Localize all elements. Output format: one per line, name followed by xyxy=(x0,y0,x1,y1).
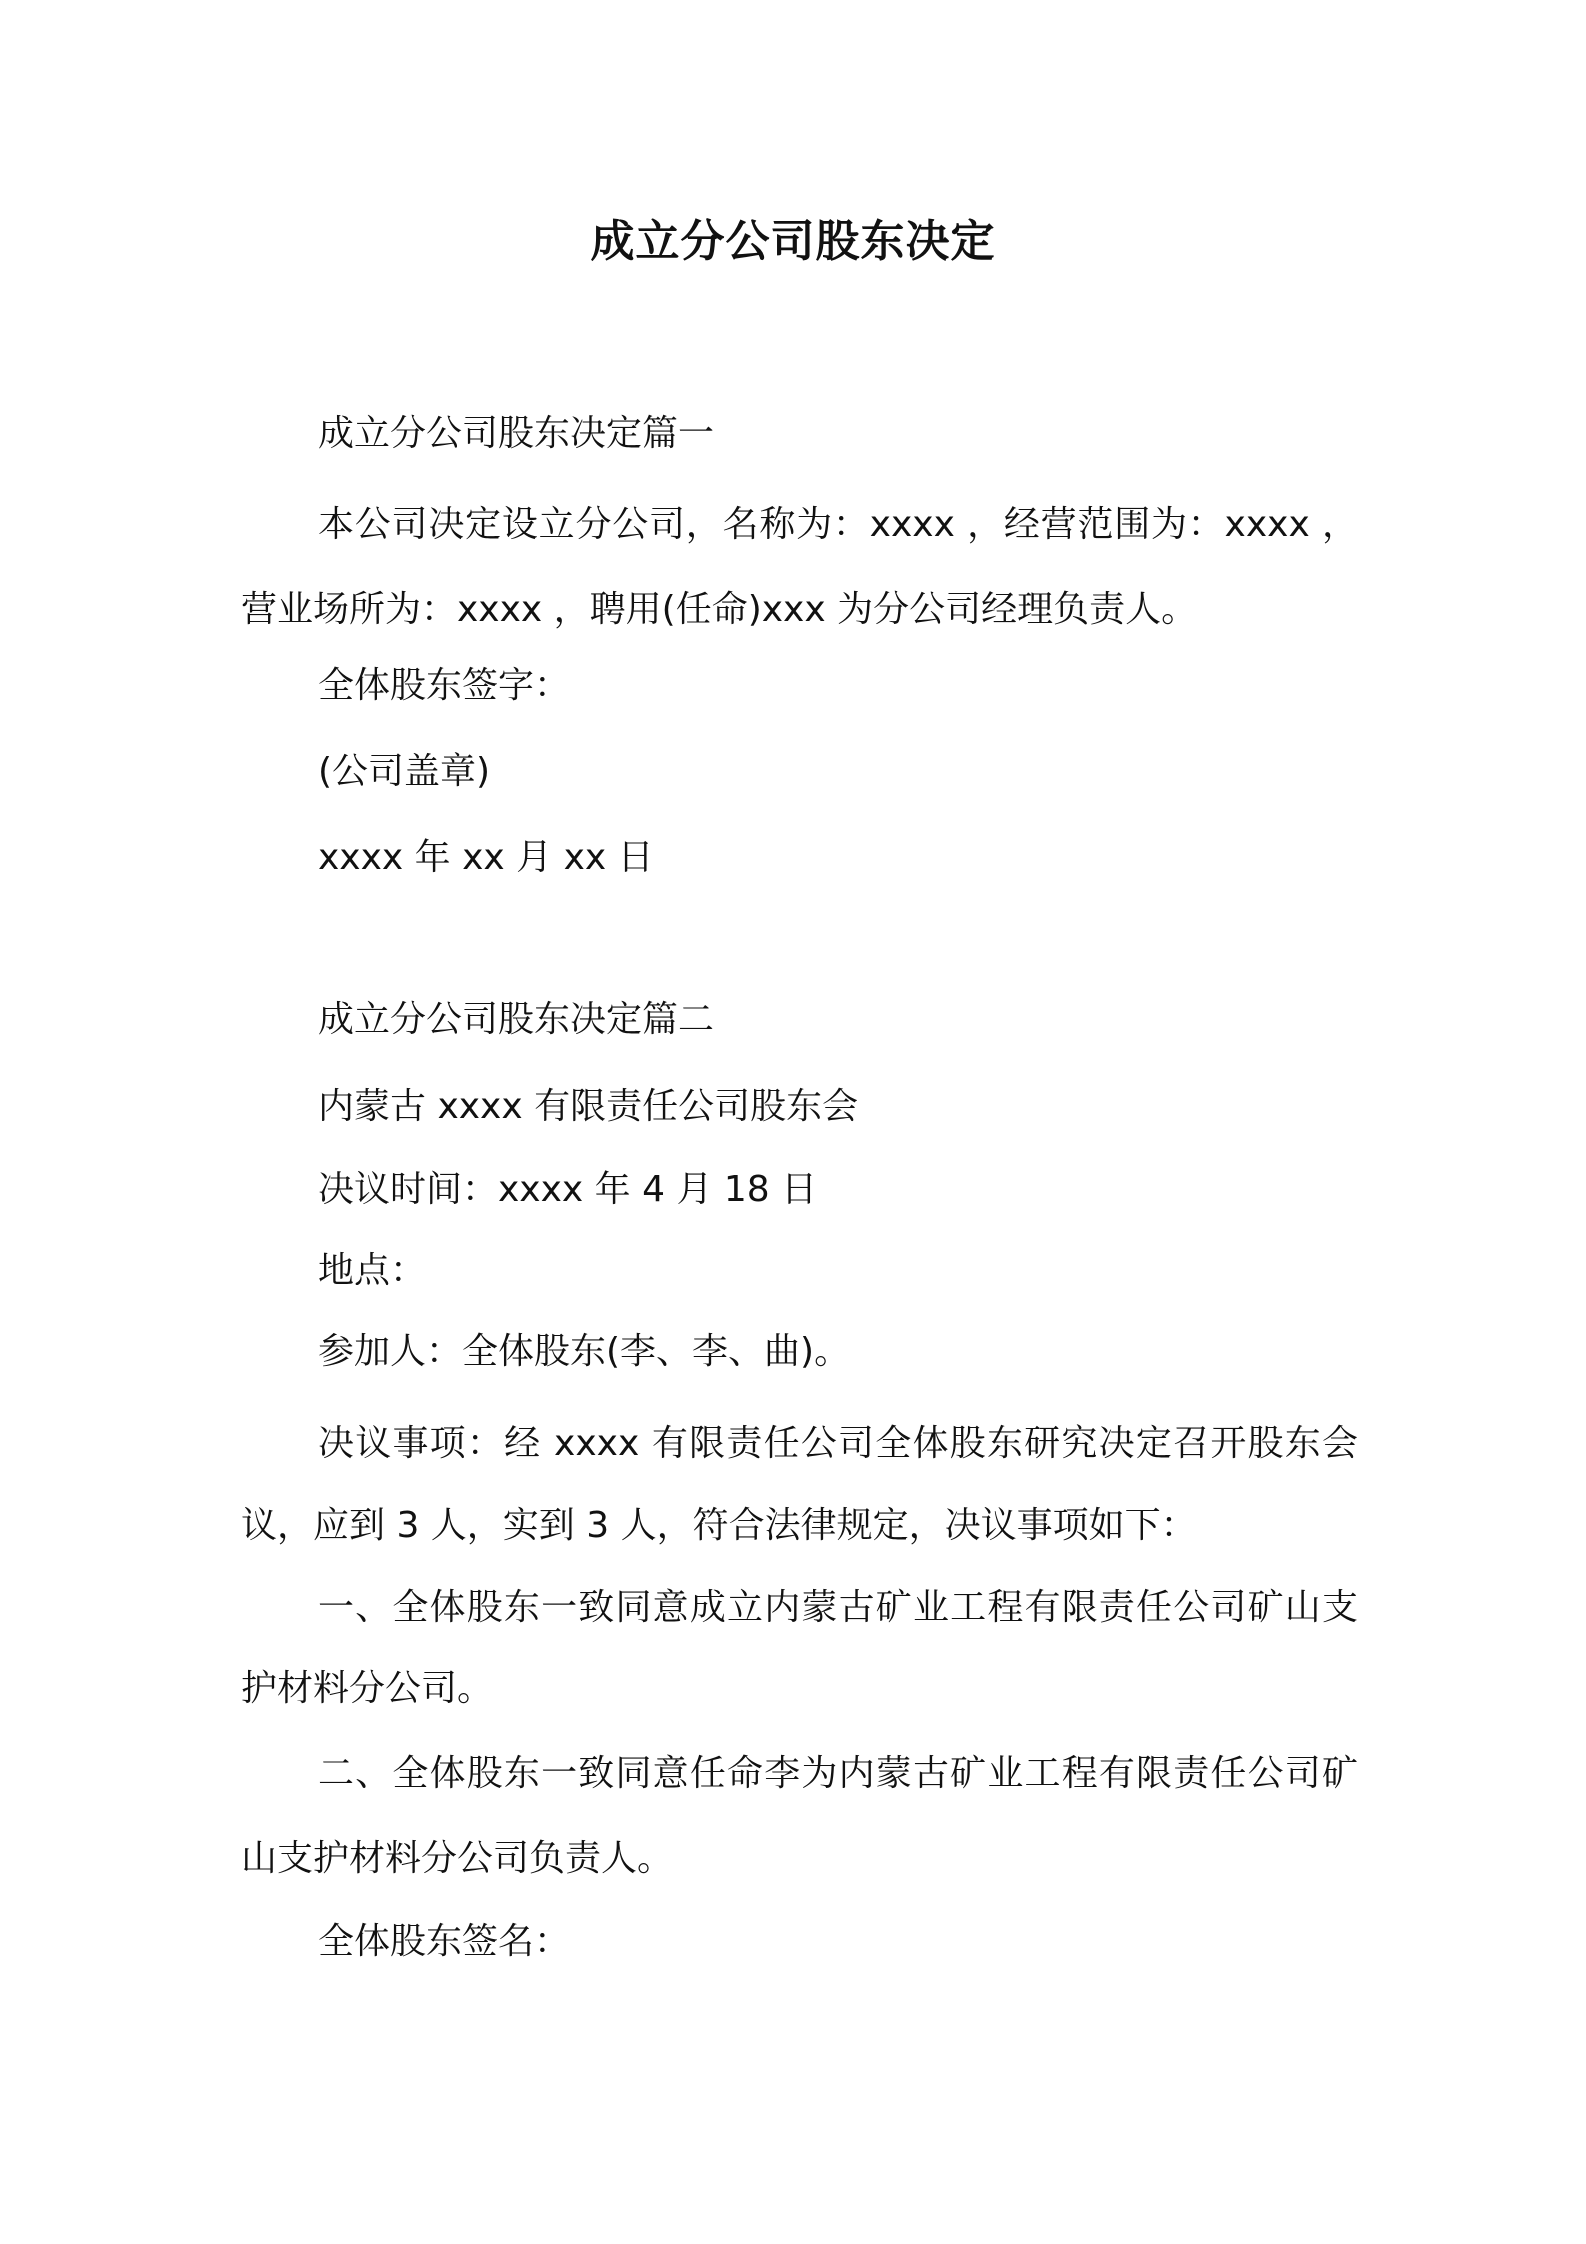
section2-heading: 成立分公司股东决定篇二 xyxy=(318,999,715,1040)
section1-heading: 成立分公司股东决定篇一 xyxy=(318,413,715,454)
document-title: 成立分公司股东决定 xyxy=(590,216,996,267)
section2-item1-line1: 一、全体股东一致同意成立内蒙古矿业工程有限责任公司矿山支 xyxy=(318,1587,1358,1628)
section2-matters-line2: 议，应到 3 人，实到 3 人，符合法律规定，决议事项如下： xyxy=(241,1505,1197,1546)
section1-para1-line1: 本公司决定设立分公司，名称为：xxxx ，经营范围为：xxxx ， xyxy=(318,504,1358,545)
section2-attendees: 参加人：全体股东(李、李、曲)。 xyxy=(318,1331,851,1372)
section1-date: xxxx 年 xx 月 xx 日 xyxy=(318,837,654,878)
section1-signature: 全体股东签字： xyxy=(318,665,571,706)
section2-time: 决议时间：xxxx 年 4 月 18 日 xyxy=(318,1169,818,1210)
section2-place: 地点： xyxy=(318,1250,427,1291)
section2-item1-line2: 护材料分公司。 xyxy=(241,1668,494,1709)
section2-signature: 全体股东签名： xyxy=(318,1921,571,1962)
section2-matters-line1: 决议事项：经 xxxx 有限责任公司全体股东研究决定召开股东会 xyxy=(318,1423,1358,1464)
section1-seal: (公司盖章) xyxy=(318,751,491,792)
section2-item2-line1: 二、全体股东一致同意任命李为内蒙古矿业工程有限责任公司矿 xyxy=(318,1753,1358,1794)
section2-company: 内蒙古 xxxx 有限责任公司股东会 xyxy=(318,1086,859,1127)
section1-para1-line2: 营业场所为：xxxx ，聘用(任命)xxx 为分公司经理负责人。 xyxy=(241,589,1198,630)
section2-item2-line2: 山支护材料分公司负责人。 xyxy=(241,1838,674,1879)
